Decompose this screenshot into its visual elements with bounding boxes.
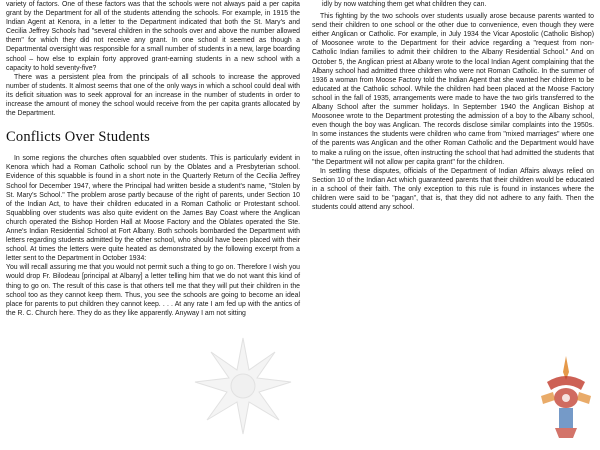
paragraph: In settling these disputes, officials of the Department of Indian Affairs always relied on Section 10 of the Indian Act which guaranteed parents that their children would be educated in a school of their faith. The only exception to this rule is found in instances where the children were said to be "pagan", that is, that they did not adhere to any faith. Then the students could attend any school. [312, 167, 594, 212]
left-column [6, 0, 300, 318]
seal-watermark-icon [183, 330, 303, 442]
block-quote-continuation: idly by now watching them get what children they can. [322, 1, 487, 8]
paragraph: variety of factors. One of these factors was that the schools were not always paid a per capita grant by the Department for all of the students attending the schools. For example, in 1915 the Indian Agent at Kenora, in a letter to the Department indicated that both the St. Mary's and Cecilia Jeffrey Schools had "several children in the schools over and above the number allowed them" for which they did not receive any grant. In one school it seemed as though a Departmental oversight was responsible for a small number of students in a new, large boarding school – how else to explain forty approved grant-earning students in a new school with a capacity to hold seventy-five? [6, 1, 300, 72]
right-column [312, 0, 594, 212]
section-heading: Conflicts Over Students [6, 129, 150, 146]
paragraph: In some regions the churches often squabbled over students. This is particularly evident in Kenora which had a Roman Catholic school run by the Oblates and a Presbyterian school. Evidence of this squabble is found in a short note in the Quarterly Return of the Cecilia Jeffrey School for December 1947, where the Principal had written beside a student's name, "Stolen by St. Mary's School." The problem arose partly because of the right of parents, under Section 10 of the Indian Act, to have their children educated in a Roman Catholic or Protestant school. Squabbling over students was also quite evident on the James Bay Coast where the Anglican church operated the Bishop Horden Hall at Moose Factory and the Oblates operated the Ste. Anne's Indian Residential School at Fort Albany. Both schools bombarded the Department with letters regarding students admitted by the other school, who should have been placed with their school. At times the letters were quite heated as demonstrated by the following excerpt from a letter sent to the Department in October 1934: [6, 155, 300, 263]
block-quote: You will recall assuring me that you would not permit such a thing to go on. Therefore I wish you would drop Fr. Bilodeau [principal at Albany] a letter telling him that we do not want this kind of thing to go on. The result of this case is that others tell me that they will put their children in the school too as they cannot keep them. Thus, you see the schools are going to become an ideal place for parents to put children they cannot keep. . . . At any rate I am fed up with the antics of the R. C. Church here. They do as they like apparently. Anyway I am not sitting [6, 264, 300, 317]
paragraph: This fighting by the two schools over students usually arose because parents wanted to send their children to one school or the other due to convenience, even though they were either Anglican or Catholic. For example, in July 1934 the Vicar Apostolic (Catholic Bishop) of Moosonee wrote to the Department for their advice regarding a "request from non-Catholic Indian families to admit their children to the Albany Residential School." And on October 5, the Anglican priest at Albany wrote to the local Indian Agent complaining that the Albany school had admitted three children who were not Roman Catholic. In the summer of 1936 a woman from Moose Factory told the Indian Agent that she wanted her children to be educated at the Catholic school. While the children had been placed at the Moose Factory school in the fall of 1935, arrangements were made to have the two girls transferred to the Albany School after the summer holidays. In September 1940 the Anglican Bishop at Moosonee wrote to the Department protesting the admission of a boy to the Albany school, even though the boy was Anglican. The records disclose similar complaints into the 1950s. In some instances the students were children who came from "mixed marriages" where one of the parents was Anglican and the other Roman Catholic and the Department would have to make a ruling on the issue, often instructing the school that had admitted the students that "the Department will not allow per capita grant" for the children. [312, 13, 594, 166]
emblem-icon [537, 352, 595, 440]
paragraph: There was a persistent plea from the principals of all schools to increase the approved number of students. It almost seems that one of the only ways in which a school could deal with its deficit situation was to seek approval for an increase in the number of students in order to increase the amount of money the school would receive from the per capita grants allocated by the Department. [6, 73, 300, 118]
